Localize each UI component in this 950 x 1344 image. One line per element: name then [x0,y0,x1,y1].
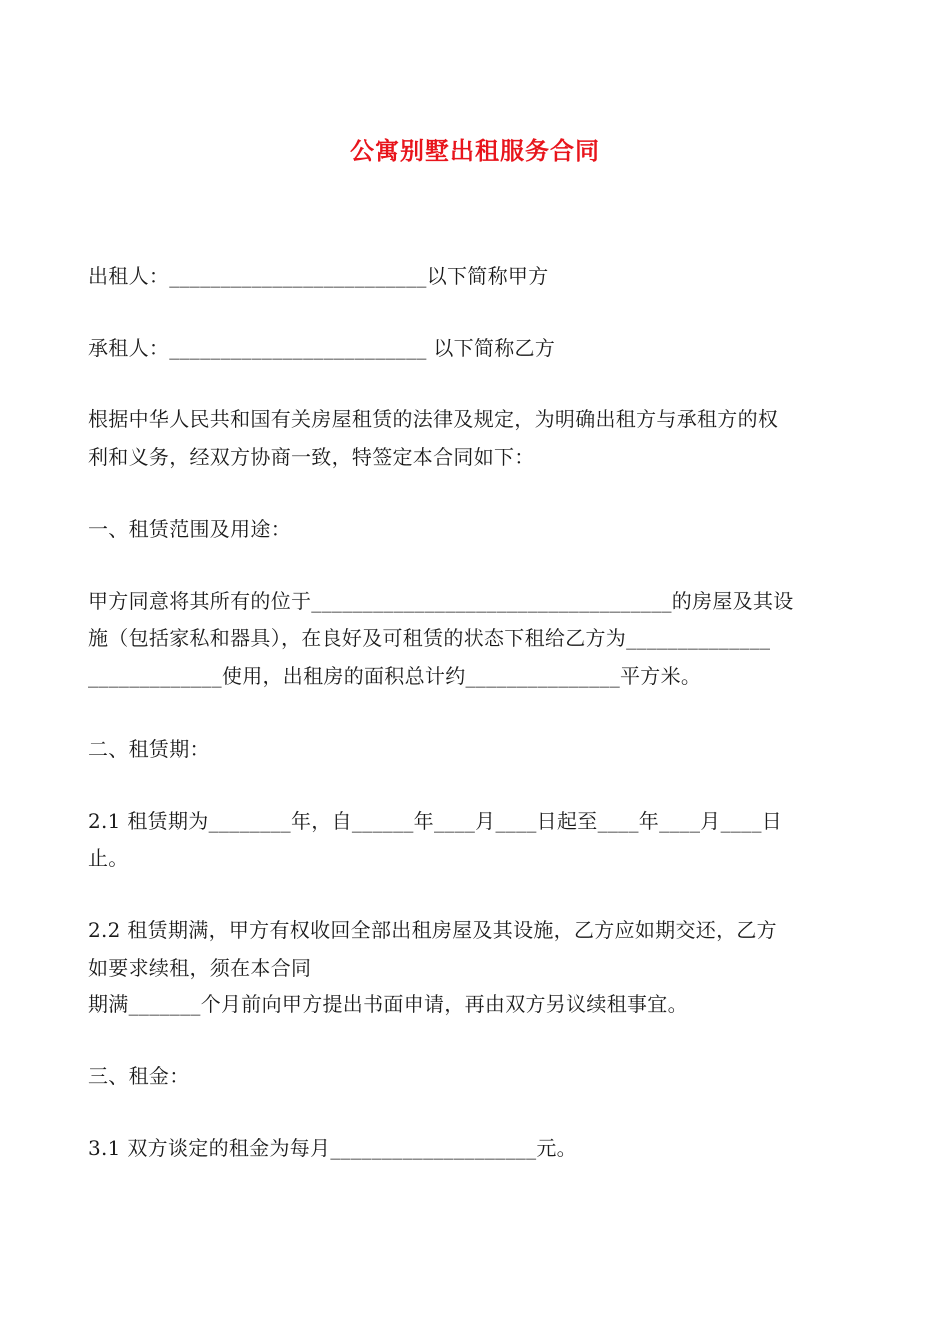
section-heading-2: 二、租赁期： [88,737,210,761]
document-title: 公寓别墅出租服务合同 [350,137,600,165]
section-heading-1: 一、租赁范围及用途： [88,517,291,541]
paragraph-line: _____________使用，出租房的面积总计约_______________平方米。 [88,664,702,688]
lessee-line: 承租人：_________________________ 以下简称乙方 [88,336,556,360]
clause-2-2-line-2: 如要求续租，须在本合同 [88,956,312,980]
clause-2-1-line-1: 2.1 租赁期为________年，自______年____月____日起至____年____月____日 [88,809,783,833]
clause-2-1-line-2: 止。 [88,846,129,870]
clause-2-2-line-1: 2.2 租赁期满，甲方有权收回全部出租房屋及其设施，乙方应如期交还，乙方 [88,918,777,942]
preamble-line-1: 根据中华人民共和国有关房屋租赁的法律及规定，为明确出租方与承租方的权 [88,407,779,431]
lessor-line: 出租人：_________________________以下简称甲方 [88,264,549,288]
section-heading-3: 三、租金： [88,1064,190,1088]
paragraph-line: 甲方同意将其所有的位于___________________________________的房屋及其设 [88,589,794,613]
clause-3-1-line: 3.1 双方谈定的租金为每月____________________元。 [88,1136,577,1160]
paragraph-line: 施（包括家私和器具），在良好及可租赁的状态下租给乙方为______________ [88,626,771,650]
preamble-line-2: 利和义务，经双方协商一致，特签定本合同如下： [88,445,535,469]
clause-2-2-line-3: 期满_______个月前向甲方提出书面申请，再由双方另议续租事宜。 [88,992,688,1016]
